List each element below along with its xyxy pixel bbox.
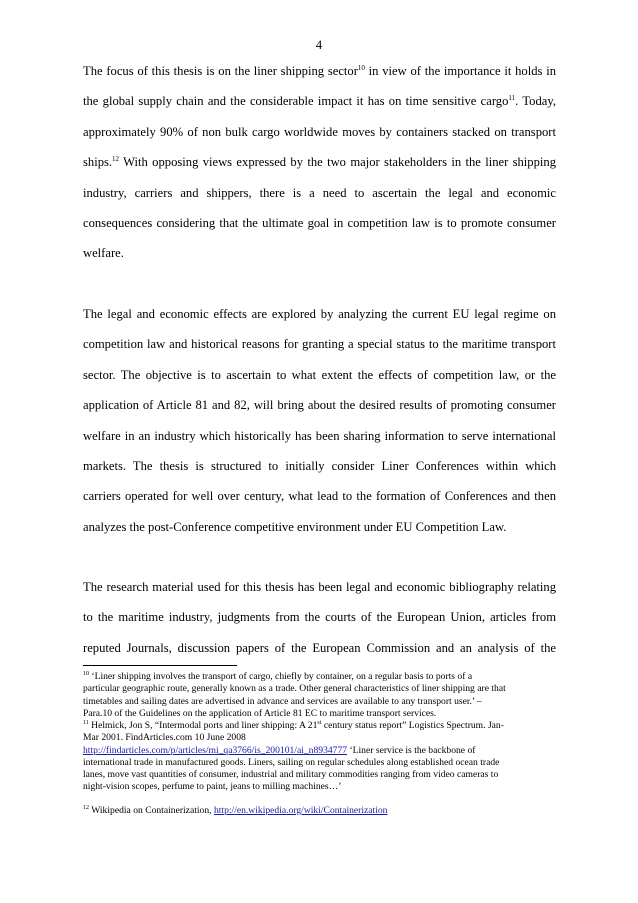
text-line xyxy=(83,487,556,505)
footnote-text: ‘Liner shipping involves the transport of cargo, chiefly by container, on a regular basis to ports of a xyxy=(89,671,473,682)
text-segment: welfare in an industry which historically has been sharing information to serve international xyxy=(83,428,556,443)
footnote-text: particular geographic route, generally known as a trade. Other general characteristics of liner shipping are that xyxy=(83,683,506,695)
text-segment: application of Article 81 and 82, will bring about the desired results of promoting consumer xyxy=(83,398,556,413)
text-segment: . Today, xyxy=(515,94,556,109)
footnote-text: lanes, move vast quantities of consumer, industrial and military commodities ranging from video cameras to xyxy=(83,769,499,781)
footnote-ref: 10 xyxy=(357,64,365,72)
footnote-text: Mar 2001. FindArticles.com 10 June 2008 xyxy=(83,732,246,744)
text-line xyxy=(83,608,556,626)
text-line xyxy=(83,457,556,475)
text-segment: industry, carriers and shippers, there is a need to ascertain the legal and economic xyxy=(83,185,556,200)
footnote-line xyxy=(83,708,558,720)
footnote-line xyxy=(83,732,558,744)
footnote-line xyxy=(83,671,558,683)
footnote-link[interactable]: http://findarticles.com/p/articles/mi_qa3766/is_200101/ai_n8934777 xyxy=(83,744,348,756)
text-segment: The legal and economic effects are explored by analyzing the current EU legal regime on xyxy=(83,307,556,321)
text-segment: sector. The objective is to ascertain to what extent the effects of competition law, or the xyxy=(83,367,556,382)
text-segment: the global supply chain and the considerable impact it has on time sensitive cargo xyxy=(83,94,509,109)
text-line xyxy=(83,518,556,536)
footnote-ref: 12 xyxy=(112,155,120,164)
text-segment: approximately 90% of non bulk cargo worldwide moves by containers stacked on transport xyxy=(83,124,556,139)
footnote-line xyxy=(83,757,558,769)
text-segment: consequences considering that the ultimate goal in competition law is to promote consumer xyxy=(83,216,556,230)
ordinal-suffix: st xyxy=(317,720,322,726)
footnote-ref: 11 xyxy=(508,94,516,103)
text-line xyxy=(83,639,556,657)
text-line xyxy=(83,427,556,445)
footnote-number: 12 xyxy=(83,805,89,811)
text-line xyxy=(83,62,556,80)
text-segment: in view of the importance it holds in xyxy=(364,64,556,78)
text-segment: The focus of this thesis is on the liner shipping sector xyxy=(83,64,358,78)
text-segment: carriers operated for well over century, what lead to the formation of Conferences and then xyxy=(83,489,556,504)
text-line xyxy=(83,123,556,141)
footnote-text: Helmick, Jon S, “Intermodal ports and liner shipping: A 21 xyxy=(88,720,318,731)
text-line xyxy=(83,366,556,384)
footnote-line xyxy=(83,745,558,757)
text-line xyxy=(83,153,556,171)
text-line xyxy=(83,92,556,110)
footnote-text: international trade in manufactured goods. Liners, sailing on regular schedules along established ocean trade xyxy=(83,756,500,768)
text-segment: competition law and historical reasons for granting a special status to the maritime transport xyxy=(83,337,556,352)
footnote-text: Wikipedia on Containerization, xyxy=(89,805,214,816)
footnote-12 xyxy=(83,805,558,817)
footnote-number: 10 xyxy=(83,671,89,677)
footnote-line xyxy=(83,720,558,732)
page-number: 4 xyxy=(315,38,323,52)
text-segment: reputed Journals, discussion papers of the European Commission and an analysis of the xyxy=(83,640,556,655)
footnote-line xyxy=(83,769,558,781)
text-segment: welfare. xyxy=(83,246,124,261)
footnote-text: timetables and sailing dates are advertised in advance and services are available to any transport user.’ – xyxy=(83,695,482,707)
text-segment: analyzes the post-Conference competitive environment under EU Competition Law. xyxy=(83,519,507,534)
footnote-separator xyxy=(83,665,237,666)
footnote-10 xyxy=(83,671,558,720)
footnote-text: night-vision scopes, perfume to paint, jeans to milling machines…’ xyxy=(83,781,342,793)
text-segment: The research material used for this thesis has been legal and economic bibliography relating xyxy=(83,580,556,594)
text-line xyxy=(83,244,556,262)
footnote-line xyxy=(83,683,558,695)
text-line xyxy=(83,335,556,353)
text-line xyxy=(83,305,556,323)
footnote-number: 11 xyxy=(83,720,89,726)
text-line xyxy=(83,396,556,414)
text-segment: markets. The thesis is structured to initially consider Liner Conferences within which xyxy=(83,459,556,473)
footnote-text: ‘Liner service is the backbone of xyxy=(347,744,476,756)
text-segment: ships. xyxy=(83,155,113,170)
footnote-line xyxy=(83,781,558,793)
footnote-line xyxy=(83,805,558,817)
footnote-link[interactable]: http://en.wikipedia.org/wiki/Containerization xyxy=(213,805,388,816)
footnote-text: century status report” Logistics Spectrum. Jan- xyxy=(321,720,504,731)
footnote-text: Para.10 of the Guidelines on the application of Article 81 EC to maritime transport services. xyxy=(83,707,437,719)
text-line xyxy=(83,578,556,596)
text-line xyxy=(83,214,556,232)
text-line xyxy=(83,184,556,202)
footnote-11 xyxy=(83,720,558,794)
text-segment: With opposing views expressed by the two major stakeholders in the liner shipping xyxy=(119,155,556,170)
text-segment: to the maritime industry, judgments from the courts of the European Union, articles from xyxy=(83,610,556,625)
footnote-line xyxy=(83,696,558,708)
